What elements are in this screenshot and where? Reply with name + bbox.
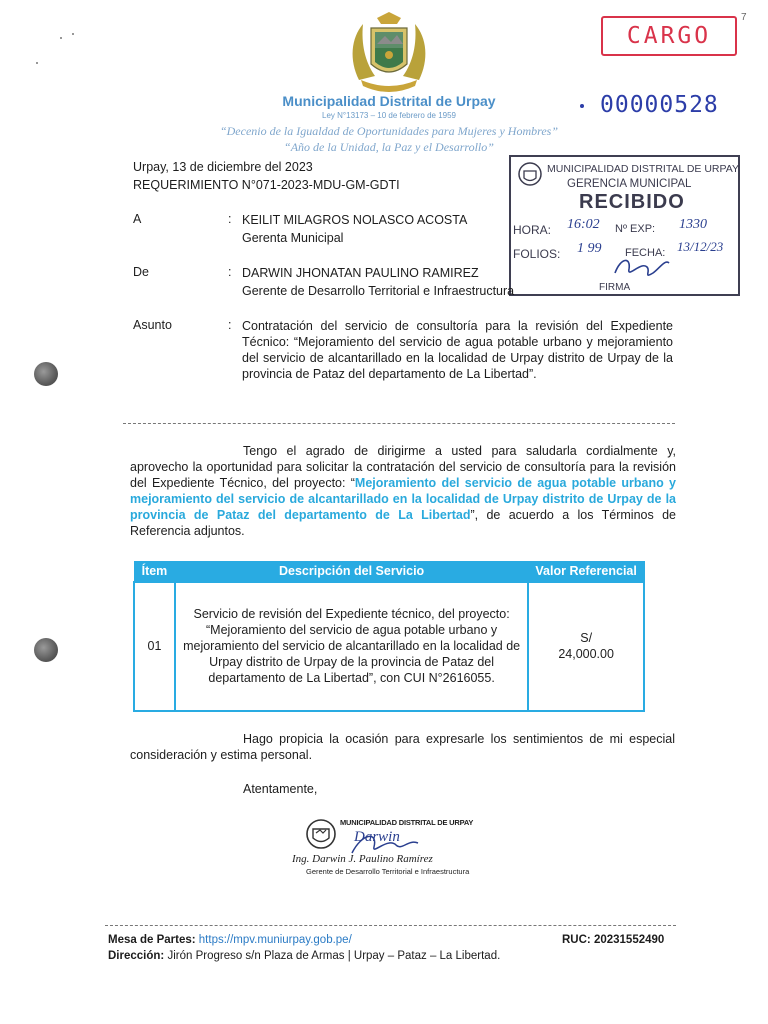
service-table [133,561,645,712]
subject-colon: : [228,318,232,332]
signature-position: Gerente de Desarrollo Territorial e Infraestructura [306,867,470,876]
motto-line-1: “Decenio de la Igualdad de Oportunidades para Mujeres y Hombres” [219,124,559,138]
from-label: De [133,265,149,279]
reference-number: REQUERIMIENTO N°071-2023-MDU-GM-GDTI [133,178,400,192]
municipality-crest-logo [347,10,431,96]
to-name: KEILIT MILAGROS NOLASCO ACOSTA [242,213,468,227]
from-name: DARWIN JHONATAN PAULINO RAMIREZ [242,266,479,280]
stamp-institution: MUNICIPALIDAD DISTRITAL DE URPAY [547,163,739,175]
body-paragraph [130,443,676,539]
to-label: A [133,212,142,226]
stamp-exp-label: Nº EXP: [615,223,656,235]
institution-name: Municipalidad Distrital de Urpay [282,93,496,109]
stamp-folios-label: FOLIOS: [513,247,561,261]
table-header-row [134,562,644,582]
cargo-mark: 7 [741,12,747,23]
footer-ruc-value: 20231552490 [593,934,665,946]
table-header-item: Ítem [134,562,175,582]
stamp-firma-label: FIRMA [599,282,631,293]
motto-line-2: “Año de la Unidad, la Paz y el Desarrollo” [284,140,494,154]
punch-hole-top [34,362,58,386]
from-title: Gerente de Desarrollo Territorial e Infraestructura [242,284,515,298]
stamp-hora-value: 16:02 [567,217,600,232]
punch-hole-bottom [34,638,58,662]
institution-law: Ley N°13173 – 10 de febrero de 1959 [322,111,456,120]
closing-paragraph: Hago propicia la ocasión para expresarle los sentimientos de mi especial consideración y estima personal. [130,732,675,762]
stamp-fecha-value: 13/12/23 [677,239,724,254]
signature-crest-icon [304,817,338,851]
body-project: Mejoramiento del servicio de agua potable urbano y mejoramiento del servicio de alcantarillado en la localidad de Urpay distrito de Urpay de la provincia de Pataz del departamento de La Libertad [130,476,676,522]
footer-mesa-link[interactable]: https://mpv.muniurpay.gob.pe/ [198,934,352,946]
stamp-folios-value: 1 99 [577,241,602,256]
place-date: Urpay, 13 de diciembre del 2023 [133,160,313,174]
footer-mesa [108,934,352,946]
stamp-hora-label: HORA: [513,223,552,237]
stamp-crest-icon [517,161,543,187]
body-outro: ”, de acuerdo a los Términos de Referencia adjuntos. [130,508,676,538]
cargo-stamp: CARGO [601,16,737,56]
scan-speck [60,37,62,39]
stamp-status: RECIBIDO [579,191,685,213]
scan-speck [36,62,38,64]
footer-ruc-label: RUC: [562,934,591,946]
footer-address-value: Jirón Progreso s/n Plaza de Armas | Urpay – Pataz – La Libertad. [167,950,501,962]
sequence-number: 00000528 [600,92,719,118]
received-stamp [509,155,740,296]
signature-handwriting: Darwin [354,829,400,845]
table-header-value: Valor Referencial [528,562,644,582]
stamp-office: GERENCIA MUNICIPAL [567,178,692,190]
signature-stamp-title: MUNICIPALIDAD DISTRITAL DE URPAY [340,818,474,827]
signature-name: Ing. Darwin J. Paulino Ramírez [292,853,433,865]
footer-mesa-label: Mesa de Partes: [108,934,196,946]
scan-speck [72,33,74,35]
table-cell-item: 01 [134,582,175,712]
section-divider [123,423,675,424]
from-colon: : [228,265,232,279]
sequence-dot [580,104,584,108]
value-amount: 24,000.00 [558,647,614,662]
body-intro: Tengo el agrado de dirigirme a usted para saludarla cordialmente y, aprovecho la oportunidad para solicitar la contratación del servicio de consultoría para la revisión del Expediente Técnico, del proyecto: “ [130,444,676,490]
to-colon: : [228,212,232,226]
stamp-fecha-label: FECHA: [625,247,666,259]
footer-divider [105,925,676,926]
signoff: Atentamente, [243,782,318,796]
table-header-description: Descripción del Servicio [175,562,528,582]
value-currency: S/ [580,631,593,646]
stamp-exp-value: 1330 [679,217,707,232]
table-row [134,582,644,712]
to-title: Gerenta Municipal [242,231,344,245]
stamp-signature-scribble [607,253,677,283]
table-cell-value [528,582,644,712]
footer-address [108,950,500,962]
subject-text: Contratación del servicio de consultoría para la revisión del Expediente Técnico: “Mejoramiento del servicio de agua potable urbano y mejoramiento del servicio de alcantarillado en la localidad de Urpay distrito de Urpay de la provincia de Pataz del departamento de La Libertad”. [242,319,673,381]
footer-address-label: Dirección: [108,950,165,962]
footer-ruc [562,934,664,946]
subject-label: Asunto [133,318,172,332]
signature-stamp [292,815,490,885]
table-cell-description: Servicio de revisión del Expediente técnico, del proyecto: “Mejoramiento del servicio de agua potable urbano y mejoramiento del servicio de alcantarillado en la localidad de Urpay distrito de Urpay de la provincia de Pataz del departamento de La Libertad”, con CUI N°2616055. [175,582,528,712]
